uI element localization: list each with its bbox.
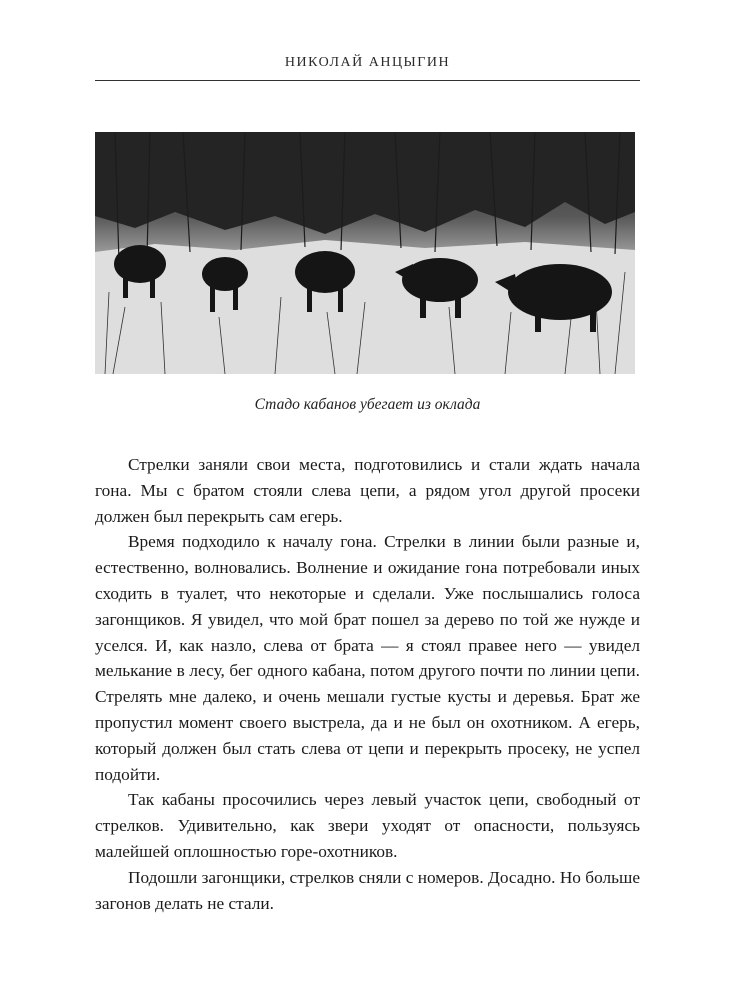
paragraph: Подошли загонщики, стрелков сняли с номеров. Досадно. Но больше загонов делать не стали. <box>95 867 640 913</box>
photo <box>95 132 635 374</box>
body-text <box>95 452 640 916</box>
header-rule <box>95 80 640 81</box>
paragraph: Время подходило к началу гона. Стрелки в линии были разные и, естественно, волновались. Волнение и ожидание гона потребовали иных сходить в туалет, что некоторые и сделали. Уже послышались голоса загонщиков. Я увидел, что мой брат пошел за дерево по той же нужде и уселся. И, как назло, слева от брата — я стоял правее него — увидел мелькание в лесу, бег одного кабана, потом другого почти по линии цепи. Стрелять мне далеко, и очень мешали густые кусты и деревья. Брат же пропустил момент своего выстрела, да и не был он охотником. А егерь, который должен был стать слева от цепи и перекрыть просеку, не успел подойти. <box>95 532 640 784</box>
figure-caption: Стадо кабанов убегает из оклада <box>254 396 481 413</box>
running-head: НИКОЛАЙ АНЦЫГИН <box>284 55 451 70</box>
winter-boars-photo-icon <box>95 132 635 374</box>
paragraph: Стрелки заняли свои места, подготовились и стали ждать начала гона. Мы с братом стояли слева цепи, а рядом угол другой просеки должен был перекрыть сам егерь. <box>95 455 640 526</box>
paragraph: Так кабаны просочились через левый участок цепи, свободный от стрелков. Удивительно, как звери уходят от опасности, пользуясь малейшей оплошностью горе-охотников. <box>95 790 640 861</box>
